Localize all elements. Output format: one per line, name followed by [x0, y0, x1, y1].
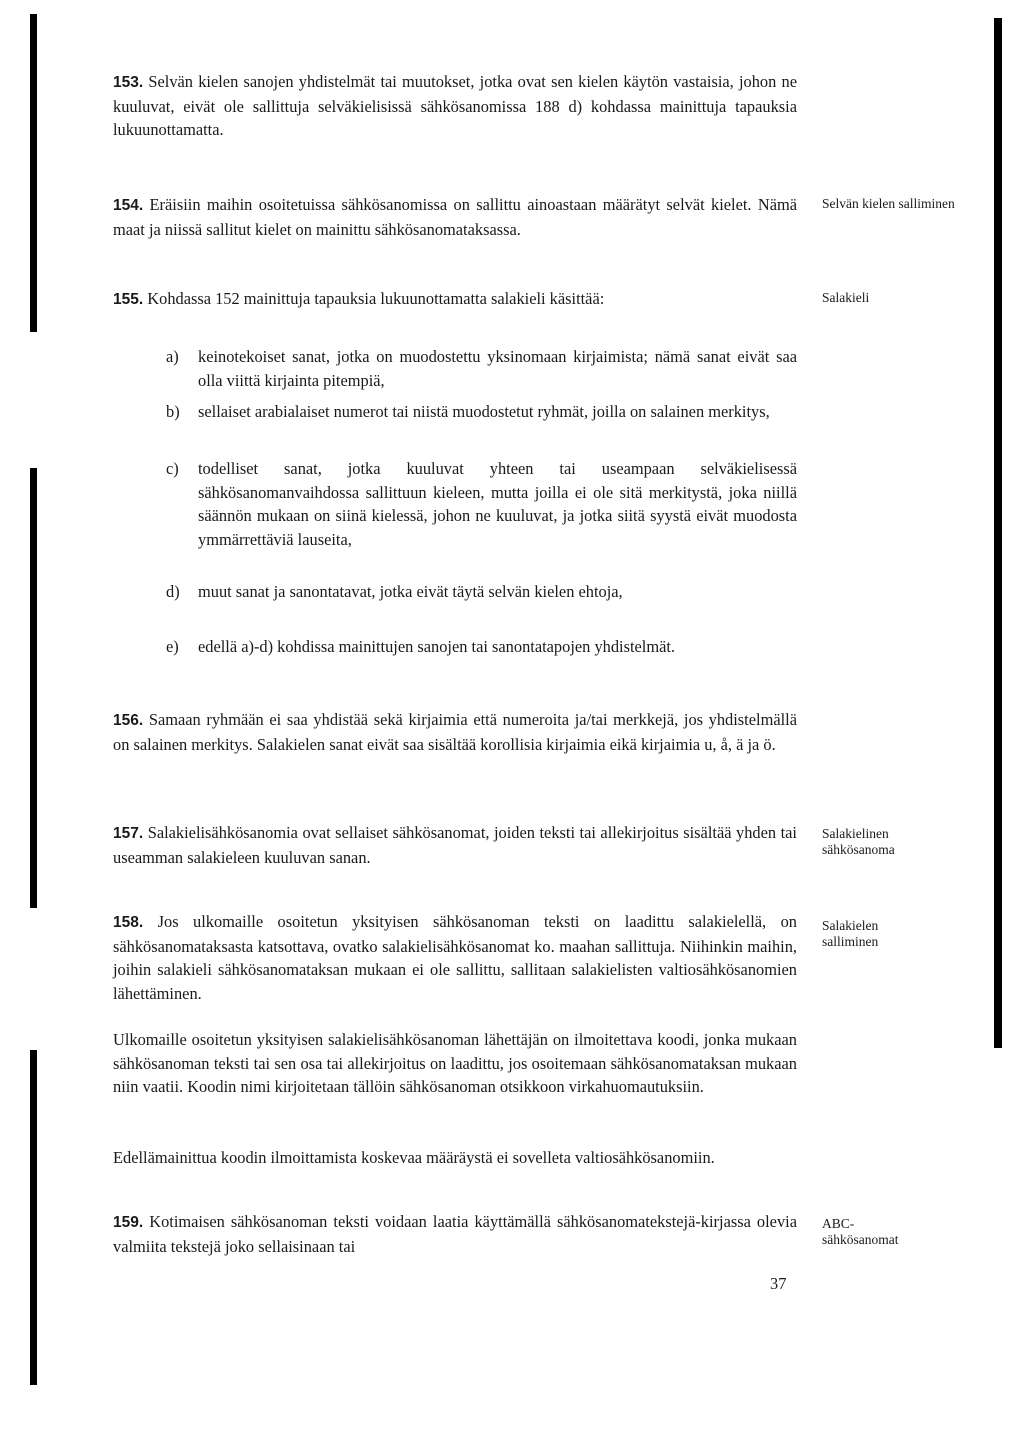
list-item-b	[166, 400, 797, 424]
paragraph-156	[113, 708, 797, 756]
list-item-label: b)	[166, 402, 180, 421]
list-item-label: a)	[166, 347, 179, 366]
paragraph-number: 153.	[113, 74, 144, 91]
paragraph-number: 158.	[113, 914, 144, 931]
paragraph-159	[113, 1210, 797, 1258]
margin-note-salakieli: Salakieli	[822, 290, 870, 305]
scan-edge-bar	[30, 14, 37, 332]
paragraph-155	[113, 287, 797, 312]
paragraph-text: Kohdassa 152 mainittuja tapauksia lukuunottamatta salakieli käsittää:	[147, 289, 605, 308]
paragraph-154	[113, 193, 797, 241]
list-item-text: muut sanat ja sanontatavat, jotka eivät täytä selvän kielen ehtoja,	[198, 582, 623, 601]
margin-note-abc-sahkosanomat: ABC-sähkösanomat	[822, 1216, 899, 1247]
paragraph-text: Jos ulkomaille osoitetun yksityisen sähkösanoman teksti on laadittu salakielellä, on sähkösanomataksasta katsottava, ovatko salakielisähkösanomat ko. maahan sallittuja. Niihinkin maihin, joihin salakieli sähkösanomataksan mukaan ei ole sallittu, sallitaan salakielisten valtiosähkösanomien lähettäminen.	[113, 912, 797, 1003]
paragraph-number: 159.	[113, 1214, 144, 1231]
paragraph-text: Selvän kielen sanojen yhdistelmät tai muutokset, jotka ovat sen kielen käytön vastaisia, johon ne kuuluvat, eivät ole sallittuja selväkielisissä sähkösanomissa 188 d) kohdassa mainittuja tapauksia lukuunottamatta.	[113, 72, 797, 140]
list-item-label: e)	[166, 637, 179, 656]
list-item-a	[166, 345, 797, 392]
list-item-label: c)	[166, 459, 179, 478]
scan-edge-bar	[994, 18, 1002, 1048]
margin-note-selvan-kielen-salliminen: Selvän kielen sallimіnen	[822, 196, 955, 211]
paragraph-number: 157.	[113, 825, 144, 842]
paragraph-text: Kotimaisen sähkösanoman teksti voidaan laatia käyttämällä sähkösanomatekstejä-kirjassa olevia valmiita tekstejä joko sellaisinaan tai	[113, 1212, 797, 1256]
paragraph-text: Samaan ryhmään ei saa yhdistää sekä kirjaimia että numeroita ja/tai merkkejä, jos yhdistelmällä on salainen merkitys. Salakielen sanat eivät saa sisältää korollisia kirjaimia eikä kirjaimia u, å, ä ja ö.	[113, 710, 797, 754]
paragraph-158-continued: Ulkomaille osoitetun yksityisen salakielisähkösanoman lähettäjän on ilmoitettava koodi, jonka mukaan sähkösanoman teksti tai sen osa tai allekirjoitus on laadittu, jos osoitemaan sähkösanomataksan mukaan niin vaatii. Koodin nimi kirjoitetaan tällöin sähkösanoman otsikkoon virkahuomautuksiin.	[113, 1030, 797, 1097]
paragraph-158	[113, 910, 797, 1005]
paragraph-153	[113, 70, 797, 142]
list-item-text: keinotekoiset sanat, jotka on muodostettu yksinomaan kirjaimista; nämä sanat eivät saa olla viittä kirjainta pitempiä,	[198, 347, 797, 390]
paragraph-text: Salakielisähkösanomia ovat sellaiset sähkösanomat, joiden teksti tai allekirjoitus sisältää yhden tai useamman salakieleen kuuluvan sanan.	[113, 823, 797, 867]
paragraph-number: 155.	[113, 291, 144, 308]
scan-edge-bar	[30, 468, 37, 908]
list-item-label: d)	[166, 582, 180, 601]
margin-note-salakielen-salliminen: Salakielen salliminen	[822, 918, 879, 949]
paragraph-157	[113, 821, 797, 869]
page-number: 37	[770, 1274, 787, 1293]
list-item-c	[166, 457, 797, 551]
list-item-text: edellä a)-d) kohdissa mainittujen sanojen tai sanontatapojen yhdistelmät.	[198, 637, 676, 656]
list-item-text: todelliset sanat, jotka kuuluvat yhteen tai useampaan selväkielisessä sähkösanomanvaihdossa sallittuun kieleen, mutta joilla ei ole sitä merkitystä, joka niillä säännön mukaan on siinä kielessä, johon ne kuuluvat, ja jotka siitä syystä eivät muodosta ymmärrettäviä lauseita,	[198, 459, 797, 549]
paragraph-158-note: Edellämainittua koodin ilmoittamista koskevaa määräystä ei sovelleta valtiosähkösanomiin.	[113, 1148, 715, 1167]
list-item-e	[166, 635, 797, 659]
paragraph-text: Eräisiin maihin osoitetuissa sähkösanomissa on sallittu ainoastaan määrätyt selvät kielet. Nämä maat ja niissä sallitut kielet on mainittu sähkösanomataksassa.	[113, 195, 797, 239]
list-item-d	[166, 580, 797, 604]
list-item-text: sellaiset arabialaiset numerot tai niistä muodostetut ryhmät, joilla on salainen merkitys,	[198, 402, 770, 421]
margin-note-salakielinen-sahkosanoma: Salakielinen sähkösanoma	[822, 826, 895, 857]
paragraph-number: 154.	[113, 197, 144, 214]
paragraph-number: 156.	[113, 712, 144, 729]
scan-edge-bar	[30, 1050, 37, 1385]
